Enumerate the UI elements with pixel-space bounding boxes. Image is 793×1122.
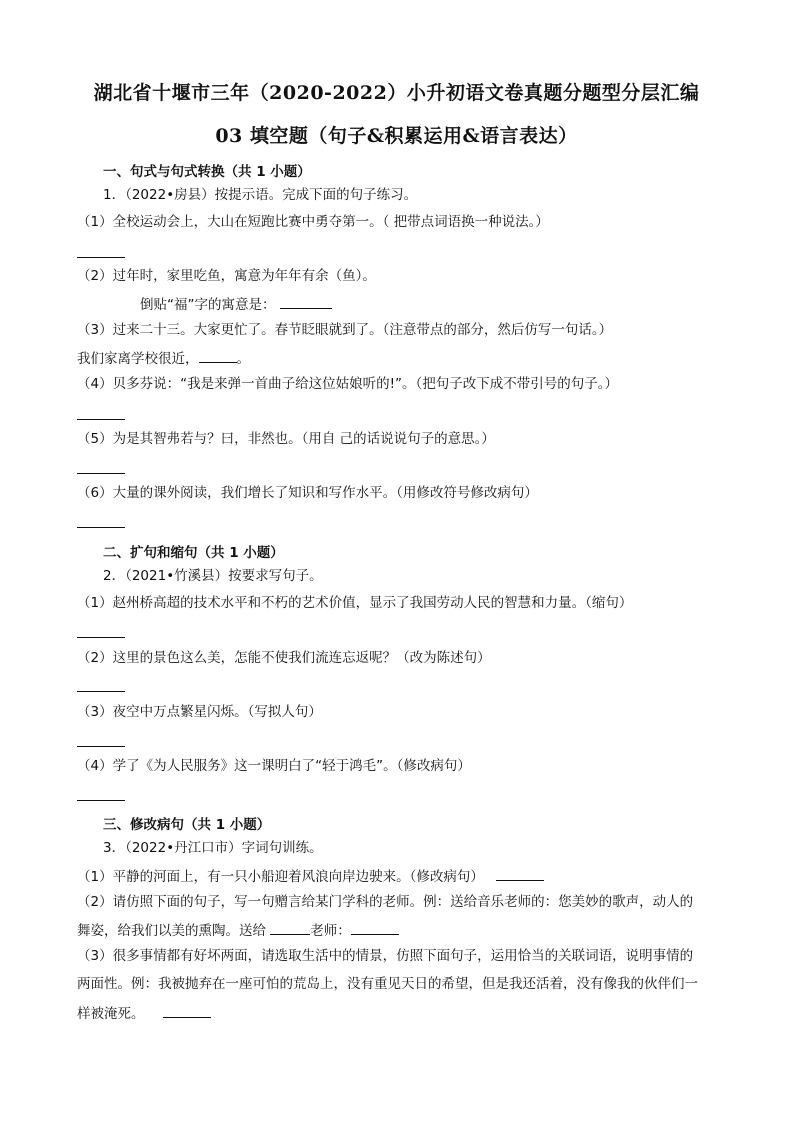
question-text: 老师： [310,923,351,939]
question-1-2: （2）过年时，家里吃鱼，寓意为年年有余（鱼）。 [77,268,376,284]
section-heading-3: 三、修改病句（共 1 小题） [103,817,271,833]
question-3-1 [77,866,544,886]
answer-line [77,746,125,747]
answer-line [77,473,125,474]
question-text: （1）平静的河面上，有一只小船迎着风浪向岸边驶来。（修改病句） [77,869,484,885]
question-3-3-line2: 两面性。例：我被抛弃在一座可怕的荒岛上，没有重见天日的希望，但是我还活着，没有像我的伙伴们一 [77,976,698,992]
question-3-3-line3 [77,1003,211,1023]
question-text: 我们家离学校很近， [77,351,199,367]
question-1-3b [77,348,250,368]
question-3-2-line2 [77,920,399,940]
question-3-3-line1: （3）很多事情都有好坏两面，请选取生活中的情景，仿照下面句子，运用恰当的关联词语，说明事情的 [77,948,694,964]
question-1-4: （4）贝多芬说：“我是来弹一首曲子给这位姑娘听的!”。（把句子改下成不带引号的句子。） [77,376,618,392]
answer-line [77,800,125,801]
question-text: 样被淹死。 [77,1006,145,1022]
question-2-4: （4）学了《为人民服务》这一课明白了“轻于鸿毛”。（修改病句） [77,758,471,774]
question-text: 舞姿，给我们以美的熏陶。送给 [77,923,266,939]
page-title-line2: 03 填空题（句子&积累运用&语言表达） [215,125,578,147]
question-text: 。 [236,351,250,367]
question-intro-1: 1．（2022•房县）按提示语。完成下面的句子练习。 [103,187,418,203]
question-text: 倒贴“福”字的寓意是： [140,297,276,313]
question-1-6: （6）大量的课外阅读，我们增长了知识和写作水平。（用修改符号修改病句） [77,485,538,501]
answer-blank[interactable] [496,866,544,881]
section-heading-2: 二、扩句和缩句（共 1 小题） [103,545,284,561]
answer-blank[interactable] [199,348,237,363]
answer-line [77,527,125,528]
question-1-3: （3）过来二十三。大家更忙了。春节眨眼就到了。（注意带点的部分，然后仿写一句话。） [77,322,613,338]
question-2-1: （1）赵州桥高超的技术水平和不朽的艺术价值，显示了我国劳动人民的智慧和力量。（缩句） [77,595,633,611]
answer-line [77,419,125,420]
question-1-5: （5）为是其智弗若与？曰，非然也。（用自 己的话说说句子的意思。） [77,431,495,447]
question-3-2-line1: （2）请仿照下面的句子，写一句赠言给某门学科的老师。例：送给音乐老师的：您美妙的歌声，动人的 [77,894,694,910]
answer-line [77,637,125,638]
answer-blank[interactable] [163,1003,211,1018]
question-2-2: （2）这里的景色这么美，怎能不使我们流连忘返呢？（改为陈述句） [77,650,491,666]
question-1-2b [140,294,332,314]
question-1-1: （1）全校运动会上，大山在短跑比赛中勇夺第一。（ 把带点词语换一种说法。） [77,214,549,230]
page-title-line1: 湖北省十堰市三年（2020-2022）小升初语文卷真题分题型分层汇编 [93,82,700,104]
answer-line [77,691,125,692]
question-intro-2: 2．（2021•竹溪县）按要求写句子。 [103,568,323,584]
answer-blank[interactable] [280,294,332,309]
question-2-3: （3）夜空中万点繁星闪烁。（写拟人句） [77,704,322,720]
answer-blank[interactable] [351,920,399,935]
answer-line [77,257,125,258]
answer-blank[interactable] [270,920,310,935]
section-heading-1: 一、句式与句式转换（共 1 小题） [103,164,311,180]
question-intro-3: 3．（2022•丹江口市）字词句训练。 [103,840,323,856]
